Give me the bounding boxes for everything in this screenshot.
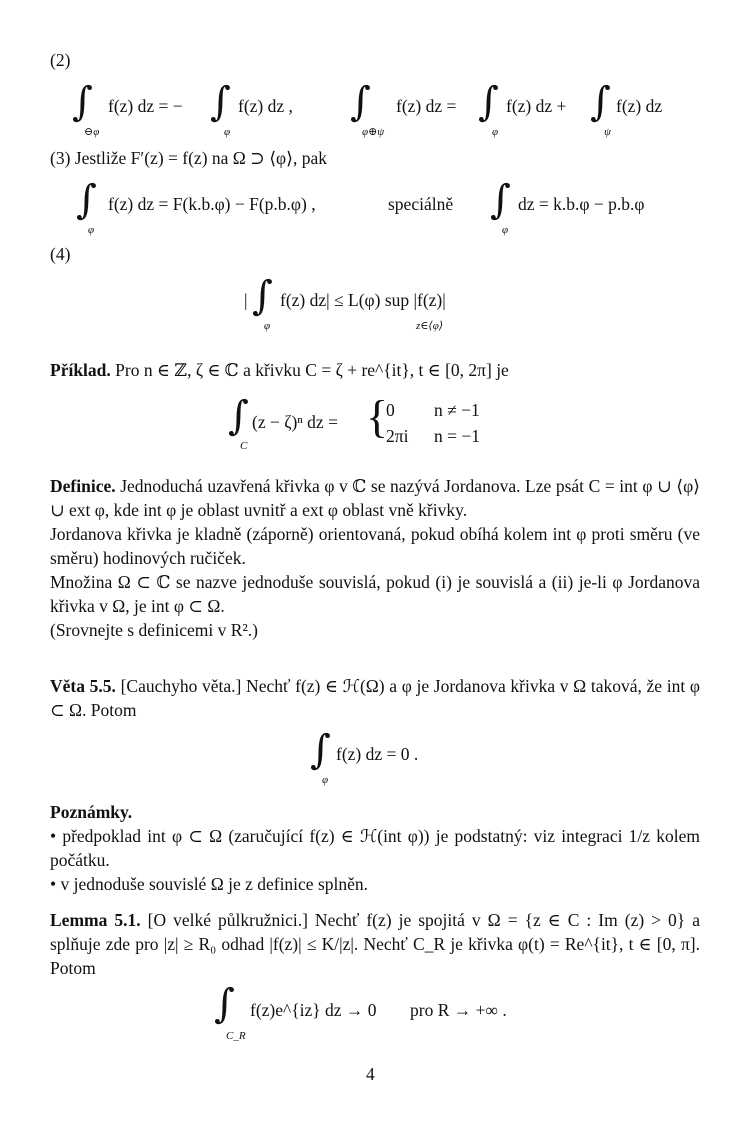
lemma-title: Lemma 5.1.: [50, 910, 141, 930]
case-2-value: 2πi: [386, 426, 409, 446]
integral-sign: ∫: [210, 79, 231, 125]
integral-sign: ∫: [478, 79, 499, 125]
integral-subscript: ⊖φ: [84, 126, 100, 138]
equation-rhs: f(z) dz ,: [238, 96, 293, 116]
definition-paragraph-3: Množina Ω ⊂ ℂ se nazve jednoduše souvislá, pokud (i) je souvislá a (ii) je-li φ Jordanova křivka v Ω, je int φ ⊂ Ω.: [50, 572, 700, 616]
page-number: 4: [366, 1064, 375, 1084]
integral-sign: ∫: [228, 393, 249, 439]
equation-sum-of-curves: [350, 79, 663, 138]
theorem-text: [Cauchyho věta.] Nechť f(z) ∈ ℋ(Ω) a φ je Jordanova křivka v Ω taková, že int φ ⊂ Ω. Potom: [50, 676, 700, 720]
integral-subscript: φ: [502, 224, 509, 236]
section-3-text: (3) Jestliže F′(z) = f(z) na Ω ⊃ ⟨φ⟩, pak: [50, 148, 327, 168]
theorem-title: Věta 5.5.: [50, 676, 116, 696]
definition-title: Definice.: [50, 476, 116, 496]
case-2-condition: n = −1: [434, 426, 480, 446]
equation-special: [490, 177, 645, 236]
section-4-label: (4): [50, 244, 71, 264]
equation-cauchy: [310, 727, 419, 786]
example-text: Pro n ∈ ℤ, ζ ∈ ℂ a křivku C = ζ + re^{it}, t ∈ [0, 2π] je: [115, 360, 509, 380]
section-2-label: (2): [50, 50, 71, 70]
integral-sign: ∫: [350, 79, 371, 125]
equation-orientation-reversal: [72, 79, 293, 138]
definition-text-1: Jednoduchá uzavřená křivka φ v ℂ se nazývá Jordanova. Lze psát C = int φ ∪ ⟨φ⟩ ∪ ext φ, kde int φ je oblast uvnitř a ext φ oblast vně křivky.: [50, 476, 700, 520]
notes-title: Poznámky.: [50, 802, 133, 822]
integral-subscript: φ: [264, 320, 271, 332]
note-2: • v jednoduše souvislé Ω je z definice splněn.: [50, 874, 369, 894]
equation-condition: pro R → +∞ .: [410, 1000, 507, 1020]
integral-subscript: φ: [322, 774, 329, 786]
integral-subscript: φ: [492, 126, 499, 138]
equation-body: f(z) dz = F(k.b.φ) − F(p.b.φ) ,: [108, 194, 316, 214]
case-1-value: 0: [386, 400, 395, 420]
integral-sign: ∫: [590, 79, 611, 125]
cases-brace: {: [366, 391, 389, 442]
equation-body: f(z) dz = 0 .: [336, 744, 419, 764]
equation-body: dz = k.b.φ − p.b.φ: [518, 194, 645, 214]
integral-sign: ∫: [76, 177, 97, 223]
equation-body: f(z) dz| ≤ L(φ) sup |f(z)|: [280, 290, 446, 310]
definition-block: [50, 474, 700, 642]
equation-antiderivative: [76, 177, 316, 236]
integral-subscript: C_R: [226, 1030, 246, 1042]
definition-paragraph-4: (Srovnejte s definicemi v R².): [50, 620, 258, 640]
lemma-paragraph: [50, 908, 700, 980]
integral-subscript: φ⊕ψ: [362, 126, 385, 138]
equation-middle: f(z) dz +: [506, 96, 567, 116]
equation-rhs: f(z) dz: [616, 96, 663, 116]
note-1: • předpoklad int φ ⊂ Ω (zaručující f(z) ∈ ℋ(int φ)) je podstatný: viz integraci 1/z kolem počátku.: [50, 826, 700, 870]
lemma-text: [O velké půlkružnici.] Nechť f(z) je spojitá v Ω = {z ∈ C : Im (z) > 0} a splňuje zde pro |z| ≥ R₀ odhad |f(z)| ≤ K/|z|. Nechť C_R je křivka φ(t) = Re^{it}, t ∈ [0, π]. Potom: [50, 910, 700, 978]
equation-residue: [228, 391, 480, 452]
definition-paragraph-1: [50, 474, 700, 522]
integral-sign: ∫: [214, 981, 235, 1027]
integral-subscript: C: [240, 440, 248, 452]
integral-sign: ∫: [310, 727, 331, 773]
definition-paragraph-2: Jordanova křivka je kladně (záporně) orientovaná, pokud obíhá kolem int φ proti směru (ve směru) hodinových ručiček.: [50, 524, 700, 568]
integral-sign: ∫: [252, 273, 273, 319]
notes-block: [50, 800, 700, 896]
integral-sign: ∫: [72, 79, 93, 125]
example-paragraph: [50, 358, 509, 382]
equation-lhs: f(z) dz = −: [108, 96, 183, 116]
integral-subscript: φ: [88, 224, 95, 236]
theorem-paragraph: [50, 674, 700, 722]
equation-lhs: f(z) dz =: [396, 96, 457, 116]
integral-sign: ∫: [490, 177, 511, 223]
sup-subscript: z∈⟨φ⟩: [416, 320, 444, 332]
equation-jordan-lemma: [214, 981, 507, 1042]
integral-subscript: ψ: [604, 126, 611, 138]
equation-body: f(z)e^{iz} dz → 0: [250, 1000, 377, 1020]
integral-subscript: φ: [224, 126, 231, 138]
case-1-condition: n ≠ −1: [434, 400, 480, 420]
equation-lhs: (z − ζ)ⁿ dz =: [252, 412, 338, 432]
example-title: Příklad.: [50, 360, 111, 380]
special-case-label: speciálně: [388, 194, 454, 214]
abs-bar: |: [244, 290, 248, 310]
